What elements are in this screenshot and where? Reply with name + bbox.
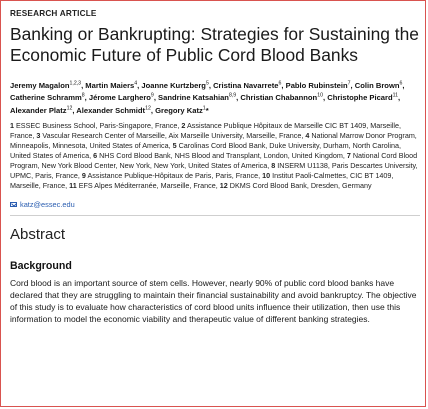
author[interactable] bbox=[355, 81, 405, 90]
author-affiliation-marker: 8,9 bbox=[228, 92, 237, 99]
author-separator: , bbox=[81, 80, 86, 90]
affiliation bbox=[93, 151, 345, 160]
author-separator: , bbox=[322, 93, 328, 103]
author-separator: , bbox=[137, 80, 142, 90]
author-name: Christian Chabannon bbox=[240, 93, 318, 103]
background-heading: Background bbox=[10, 259, 72, 272]
author-affiliation-marker: 4 bbox=[134, 80, 138, 86]
author[interactable] bbox=[76, 106, 155, 115]
correspondence-email[interactable]: katz@essec.edu bbox=[20, 199, 75, 209]
author[interactable] bbox=[155, 106, 209, 115]
affiliation-text: EFS Alpes Méditerranée, Marseille, France, bbox=[78, 180, 218, 190]
affiliation-text: National Marrow Donor Program, Minneapolis, Minnesota, United States of America, bbox=[10, 131, 417, 151]
author[interactable] bbox=[327, 93, 400, 102]
author-name: Alexander Platz bbox=[10, 106, 67, 115]
correspondence-row[interactable] bbox=[10, 200, 420, 209]
author-name: Pablo Rubinstein bbox=[285, 80, 348, 90]
affiliation-list bbox=[10, 121, 420, 190]
mail-icon bbox=[10, 202, 17, 207]
affiliation-number: 11 bbox=[69, 180, 77, 190]
author-affiliation-marker: 7 bbox=[347, 80, 351, 86]
affiliation-number: 2 bbox=[181, 121, 186, 131]
affiliation-number: 12 bbox=[219, 180, 228, 190]
affiliation-number: 8 bbox=[271, 160, 276, 170]
author-separator: , bbox=[402, 80, 405, 90]
author-separator: , bbox=[350, 80, 355, 90]
article-type-label: RESEARCH ARTICLE bbox=[10, 9, 97, 18]
affiliation-number: 6 bbox=[93, 150, 98, 160]
affiliation-text: NHS Cord Blood Bank, NHS Blood and Transplant, London, United Kingdom, bbox=[99, 150, 345, 160]
author-list bbox=[10, 78, 420, 116]
author-affiliation-marker: 12 bbox=[145, 105, 151, 112]
author-separator: , bbox=[150, 106, 156, 115]
article-title: Banking or Bankrupting: Strategies for Sustaining the Economic Future of Public Cord Blood Banks bbox=[10, 24, 419, 65]
affiliation bbox=[10, 121, 179, 130]
author[interactable] bbox=[89, 93, 158, 102]
author-separator: * bbox=[205, 106, 209, 115]
author-name: Colin Brown bbox=[354, 80, 400, 90]
affiliation-text: Institut Paoli-Calmettes, CIC BT 1409, Marseille, France, bbox=[10, 170, 394, 190]
author-name: Joanne Kurtzberg bbox=[141, 80, 206, 90]
affiliation-text: DKMS Cord Blood Bank, Dresden, Germany bbox=[229, 180, 372, 190]
author[interactable] bbox=[240, 93, 327, 102]
author[interactable] bbox=[85, 81, 141, 90]
author-affiliation-marker: 9 bbox=[150, 92, 154, 99]
author-affiliation-marker: 8 bbox=[81, 92, 85, 99]
author-affiliation-marker: 10 bbox=[317, 92, 323, 99]
author-affiliation-marker: 11 bbox=[392, 92, 399, 99]
author-separator: , bbox=[236, 93, 241, 103]
author-name: Christophe Picard bbox=[327, 93, 393, 103]
section-divider bbox=[10, 215, 420, 216]
affiliation-text: Vascular Research Center of Marseille, Aix Marseille University, Marseille, France, bbox=[42, 131, 304, 141]
affiliation-number: 9 bbox=[81, 170, 86, 180]
abstract-heading: Abstract bbox=[10, 225, 66, 243]
author-name: Sandrine Katsahian bbox=[158, 93, 229, 103]
affiliation-number: 4 bbox=[305, 131, 310, 141]
author-affiliation-marker: 6 bbox=[399, 80, 403, 86]
affiliation-number: 3 bbox=[36, 131, 41, 141]
author-affiliation-marker: 1,2,3 bbox=[69, 80, 82, 86]
author[interactable] bbox=[213, 81, 286, 90]
author-separator: , bbox=[72, 106, 77, 115]
author-name: Jérome Larghero bbox=[88, 93, 151, 103]
article-content bbox=[10, 9, 420, 325]
affiliation bbox=[36, 131, 303, 140]
author[interactable] bbox=[10, 81, 85, 90]
author-separator: , bbox=[208, 80, 214, 90]
author-affiliation-marker: 6 bbox=[278, 80, 282, 86]
affiliation bbox=[69, 181, 218, 190]
author-affiliation-marker: 12 bbox=[66, 105, 73, 112]
author-name: Martin Maiers bbox=[85, 80, 135, 90]
author-separator: , bbox=[281, 80, 286, 90]
author-affiliation-marker: 5 bbox=[205, 80, 209, 86]
author[interactable] bbox=[10, 93, 89, 102]
affiliation-text: ESSEC Business School, Paris-Singapore, France, bbox=[16, 121, 180, 131]
author-name: Alexander Schmidt bbox=[76, 106, 146, 115]
author[interactable] bbox=[141, 81, 213, 90]
affiliation-text: INSERM U1138, Paris Descartes University, UPMC, Paris, France, bbox=[10, 160, 418, 180]
affiliation-text: Assistance Publique Hôpitaux de Marseille CIC BT 1409, Marseille, France, bbox=[10, 121, 402, 141]
author-name: Catherine Schramm bbox=[10, 93, 82, 103]
author-separator: , bbox=[153, 93, 159, 103]
affiliation bbox=[82, 171, 260, 180]
affiliation-text: Assistance Publique-Hôpitaux de Paris, Paris, France, bbox=[87, 170, 261, 180]
author-separator: , bbox=[398, 93, 401, 103]
affiliation-number: 7 bbox=[346, 150, 351, 160]
affiliation-number: 10 bbox=[262, 170, 271, 180]
author[interactable] bbox=[158, 93, 240, 102]
affiliation bbox=[220, 181, 372, 190]
background-text: Cord blood is an important source of stem cells. However, nearly 90% of public cord blood banks have declared that they are struggling to maintain their financial sustainability and avoid bankruptcy. The objective of this study is to evaluate how characteristics of cord blood units influence their utilization, then use this information to model the economic viability and therapeutic value of different banking strategies. bbox=[10, 277, 417, 325]
affiliation-text: Carolinas Cord Blood Bank, Duke University, Durham, North Carolina, United States of America, bbox=[10, 141, 401, 160]
affiliation-text: National Cord Blood Program, New York Blood Center, New York, New York, United States of America, bbox=[10, 150, 418, 170]
author-affiliation-marker: 1 bbox=[202, 105, 206, 112]
author[interactable] bbox=[10, 106, 76, 115]
author-name: Jeremy Magalon bbox=[10, 80, 70, 90]
affiliation-number: 1 bbox=[10, 121, 14, 131]
author-name: Cristina Navarrete bbox=[213, 80, 279, 90]
author-name: Gregory Katz bbox=[155, 106, 203, 115]
author-separator: , bbox=[84, 93, 89, 103]
author[interactable] bbox=[286, 81, 355, 90]
affiliation-number: 5 bbox=[172, 141, 177, 151]
